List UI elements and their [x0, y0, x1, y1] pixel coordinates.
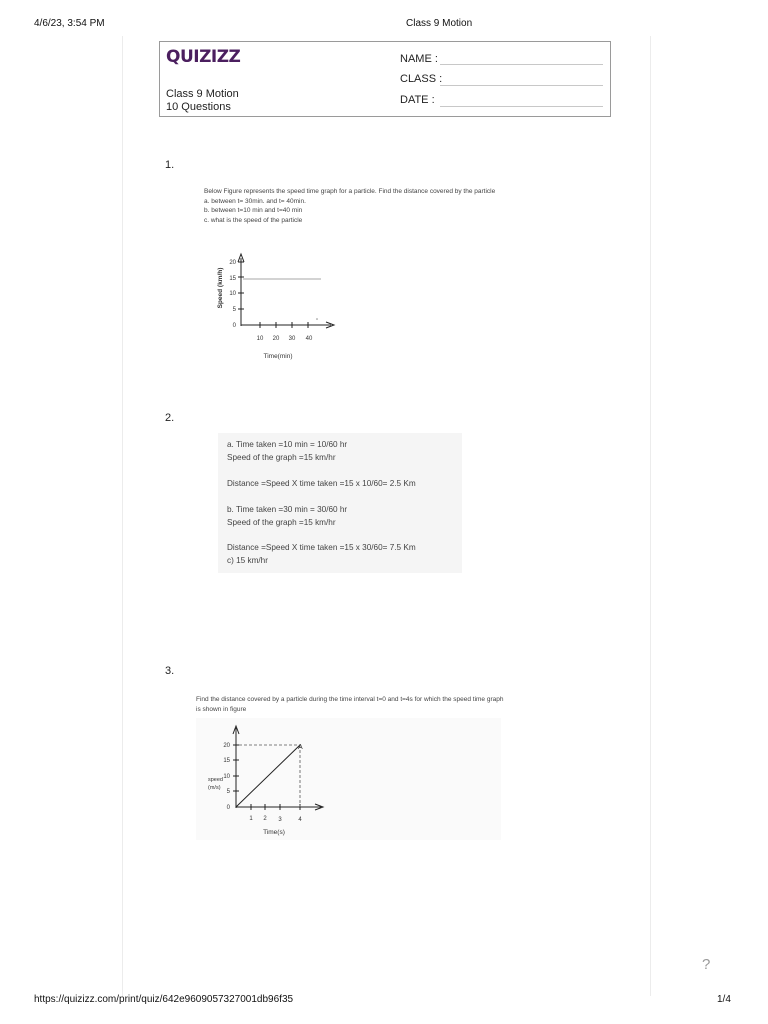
- answer-line: Distance =Speed X time taken =15 x 30/60= 7.5 Km: [227, 543, 416, 552]
- q3-ytick-label: 5: [226, 789, 230, 795]
- question-count: 10 Questions: [166, 101, 231, 113]
- q3-x-axis-label: Time(s): [263, 829, 285, 836]
- q1-ytick-label: 0: [232, 323, 236, 329]
- name-label: NAME :: [400, 53, 438, 65]
- question-3-number: 3.: [165, 665, 175, 677]
- q3-ytick-label: 20: [223, 743, 230, 749]
- print-url: https://quizizz.com/print/quiz/642e9609057327001db96f35: [34, 994, 294, 1005]
- class-label: CLASS :: [400, 73, 443, 85]
- question-1-text: [204, 187, 495, 225]
- answer-line: b. Time taken =30 min = 30/60 hr: [227, 505, 348, 514]
- question-3-line: Find the distance covered by a particle during the time interval t=0 and t=4s for which the speed time graph: [196, 696, 504, 703]
- q1-xtick-label: 10: [256, 336, 264, 342]
- question-1-line: c. what is the speed of the particle: [204, 216, 303, 224]
- q1-xtick-label: 30: [288, 336, 296, 342]
- answer-line: c) 15 km/hr: [227, 556, 268, 565]
- q1-ytick-label: 15: [229, 276, 236, 282]
- q1-dot: [316, 318, 318, 320]
- q3-xtick-label: 1: [249, 816, 253, 822]
- answer-line: Speed of the graph =15 km/hr: [227, 453, 336, 462]
- q3-ytick-label: 10: [223, 774, 230, 780]
- q3-xtick-label: 3: [278, 817, 282, 823]
- q1-xtick-label: 20: [272, 336, 280, 342]
- q3-graph-bg: [196, 718, 501, 840]
- quiz-title: Class 9 Motion: [166, 88, 239, 100]
- answer-line: Distance =Speed X time taken =15 x 10/60= 2.5 Km: [227, 479, 416, 488]
- q3-ytick-label: 15: [223, 758, 230, 764]
- question-1-number: 1.: [165, 159, 175, 171]
- print-datetime: 4/6/23, 3:54 PM: [34, 18, 105, 29]
- q3-point-label: A: [298, 744, 303, 751]
- class-line: [440, 85, 603, 86]
- name-line: [440, 64, 603, 65]
- q3-xtick-label: 4: [298, 817, 302, 823]
- question-1-line: b. between t=10 min and t=40 min: [204, 207, 303, 214]
- date-line: [440, 106, 603, 107]
- question-1-line: a. between t= 30min. and t= 40min.: [204, 197, 306, 205]
- print-title: Class 9 Motion: [406, 18, 473, 29]
- print-page-number: 1/4: [717, 994, 731, 1005]
- question-1-line: Below Figure represents the speed time graph for a particle. Find the distance covered by the particle: [204, 188, 496, 195]
- question-2-number: 2.: [165, 412, 175, 424]
- quiz-header: [159, 41, 611, 117]
- quiz-title-block: [166, 88, 239, 114]
- q3-y-axis-unit: (m/s): [208, 785, 221, 791]
- q1-x-axis-label: Time(min): [263, 353, 293, 360]
- date-label: DATE :: [400, 94, 435, 106]
- q1-ytick-label: 10: [229, 291, 236, 297]
- quizizz-logo: QUIZIZZ: [166, 47, 241, 67]
- question-3-graph: [196, 718, 501, 840]
- answer-line: a. Time taken =10 min = 10/60 hr: [227, 440, 348, 449]
- help-question-icon[interactable]: ?: [702, 956, 711, 973]
- question-3-line: is shown in figure: [196, 705, 247, 713]
- q3-xtick-label: 2: [263, 816, 267, 822]
- q3-ytick-label: 0: [226, 805, 230, 811]
- q3-y-axis-label: speed: [208, 777, 223, 783]
- question-1-graph: [205, 250, 345, 365]
- q1-y-axis-label: Speed (km/h): [217, 267, 224, 309]
- q1-xtick-label: 40: [305, 336, 313, 342]
- question-2-answer-image: [218, 433, 462, 573]
- q1-ytick-label: 5: [232, 307, 236, 313]
- answer-line: Speed of the graph =15 km/hr: [227, 518, 336, 527]
- q1-ytick-label: 20: [229, 260, 236, 266]
- question-3-text: [196, 695, 503, 714]
